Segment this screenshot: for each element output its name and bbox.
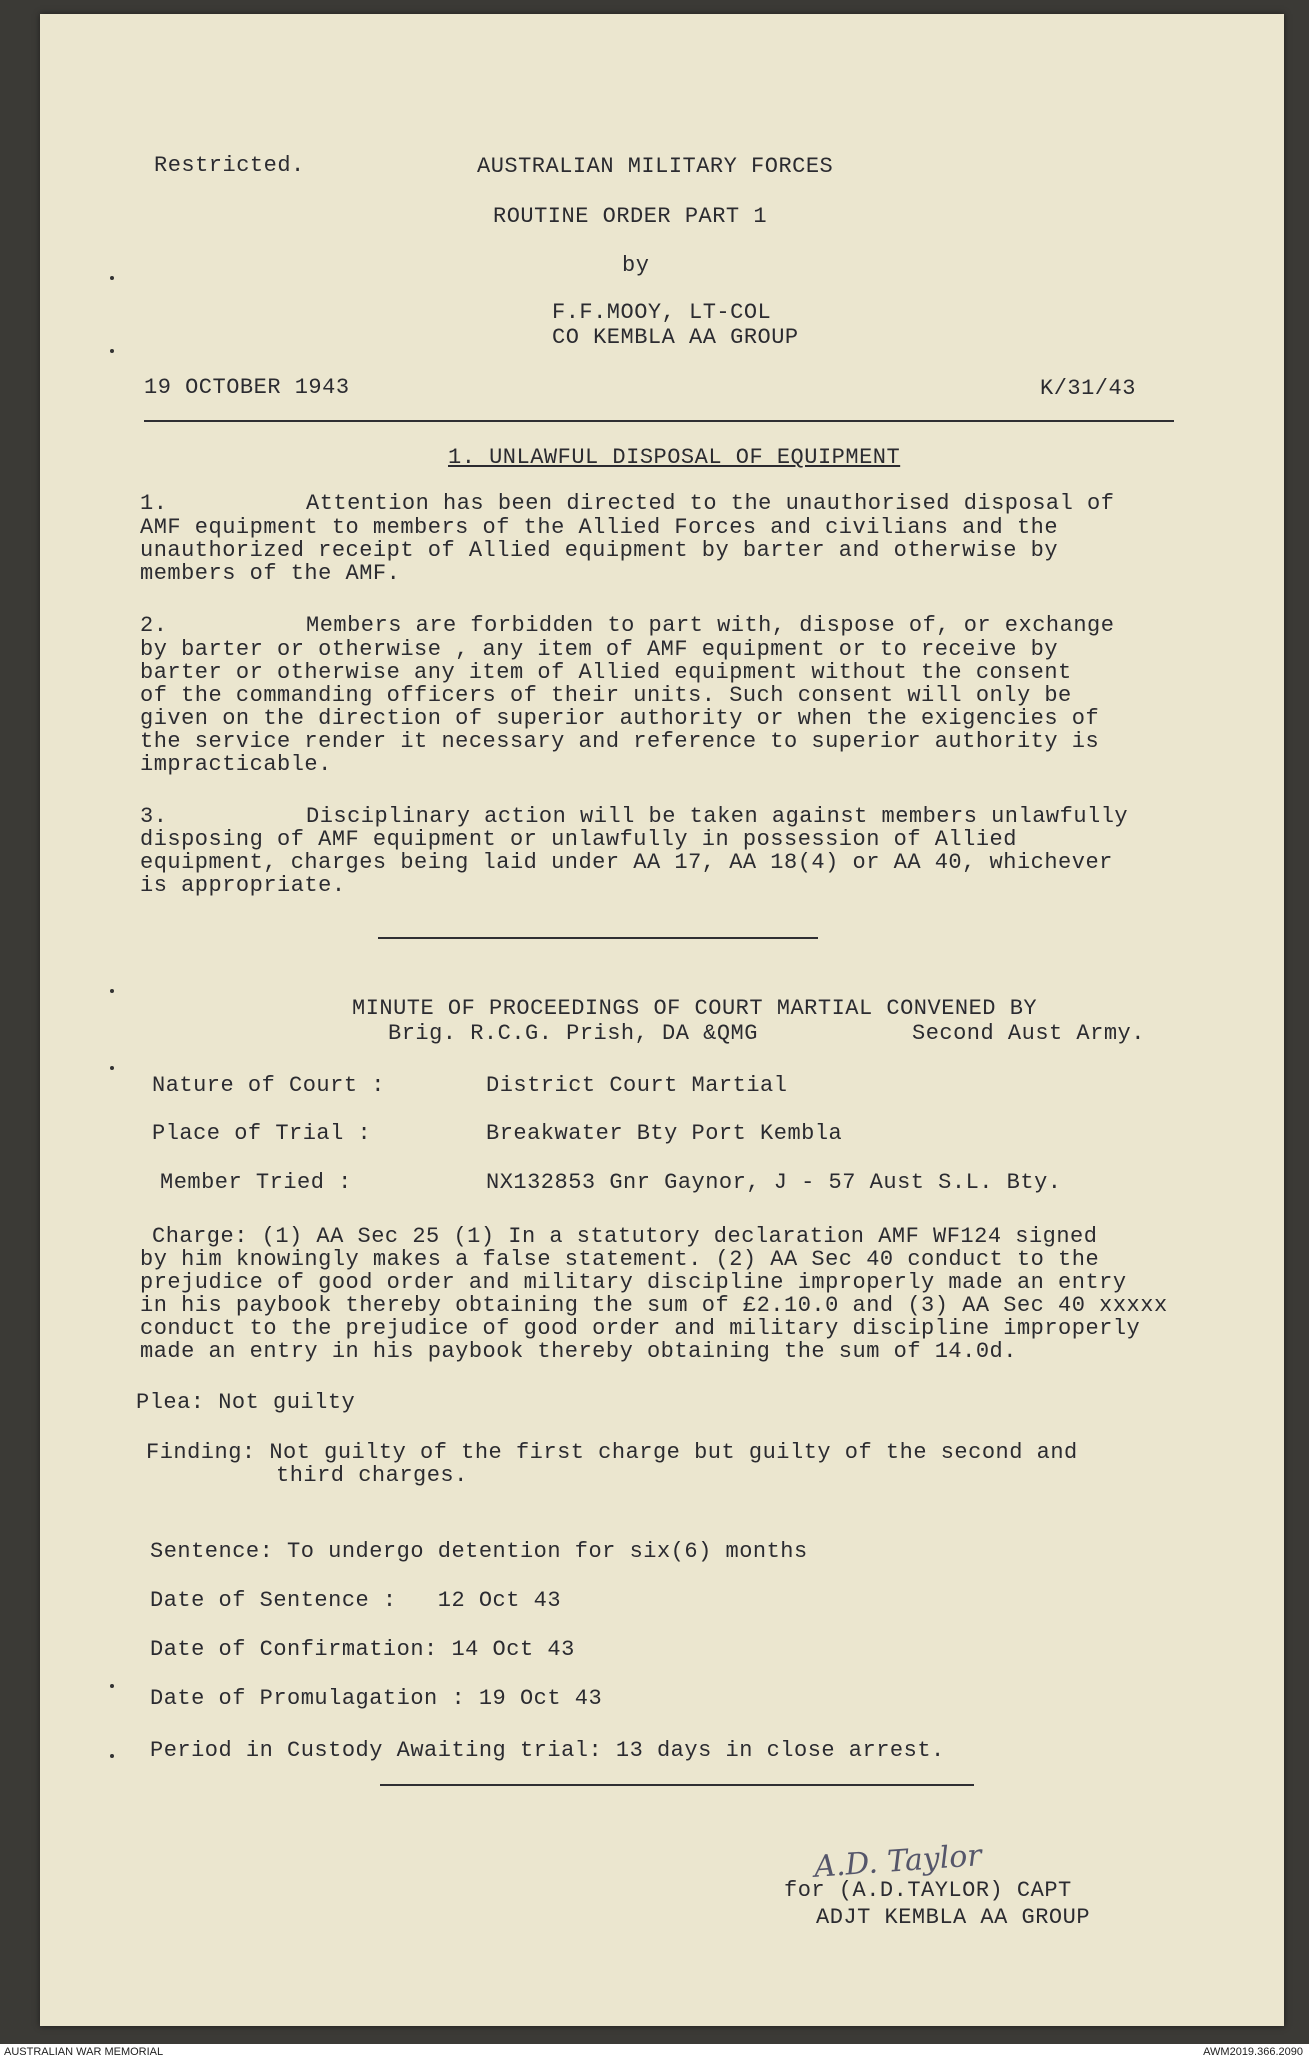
order-title: ROUTINE ORDER PART 1 <box>493 204 768 229</box>
footer-accession-number: AWM2019.366.2090 <box>1203 2046 1303 2058</box>
signatory-name: for (A.D.TAYLOR) CAPT <box>784 1878 1072 1903</box>
order-date: 19 OCTOBER 1943 <box>144 375 350 400</box>
convening-formation: Second Aust Army. <box>912 1021 1145 1046</box>
charge-line: conduct to the prejudice of good order and military discipline improperly <box>140 1316 1141 1341</box>
paragraph-2-line: given on the direction of superior authority or when the exigencies of <box>140 706 1100 731</box>
section-title: 1. UNLAWFUL DISPOSAL OF EQUIPMENT <box>448 445 901 470</box>
paragraph-2-line: of the commanding officers of their units. Such consent will only be <box>140 683 1072 708</box>
author-name: F.F.MOOY, LT-COL <box>552 300 772 325</box>
plea: Plea: Not guilty <box>136 1390 356 1415</box>
place-of-trial-value: Breakwater Bty Port Kembla <box>486 1121 843 1146</box>
margin-speck <box>110 989 114 993</box>
paragraph-3-line: is appropriate. <box>140 873 346 898</box>
handwritten-signature: A.D. Taylor <box>812 1838 983 1885</box>
court-martial-title: MINUTE OF PROCEEDINGS OF COURT MARTIAL CONVENED BY <box>352 996 1038 1021</box>
by-label: by <box>622 253 650 278</box>
place-of-trial-label: Place of Trial : <box>152 1121 372 1146</box>
charge-line: Charge: (1) AA Sec 25 (1) In a statutory declaration AMF WF124 signed <box>152 1224 1098 1249</box>
paragraph-1-line: Attention has been directed to the unauthorised disposal of <box>306 491 1115 516</box>
margin-speck <box>110 276 114 280</box>
closing-divider <box>380 1784 974 1786</box>
period-in-custody: Period in Custody Awaiting trial: 13 days in close arrest. <box>150 1738 945 1763</box>
date-of-promulgation: Date of Promulagation : 19 Oct 43 <box>150 1686 603 1711</box>
convening-authority: Brig. R.C.G. Prish, DA &QMG <box>388 1021 758 1046</box>
member-tried-value: NX132853 Gnr Gaynor, J - 57 Aust S.L. Bty. <box>486 1170 1062 1195</box>
paragraph-2-number: 2. <box>140 613 168 638</box>
organization-title: AUSTRALIAN MILITARY FORCES <box>477 154 834 179</box>
charge-line: made an entry in his paybook thereby obtaining the sum of 14.0d. <box>140 1339 1017 1364</box>
margin-speck <box>110 1066 114 1070</box>
nature-of-court-value: District Court Martial <box>486 1073 788 1098</box>
header-divider <box>144 420 1174 422</box>
finding-line: Finding: Not guilty of the first charge but guilty of the second and <box>146 1440 1078 1465</box>
date-of-sentence: Date of Sentence : 12 Oct 43 <box>150 1588 562 1613</box>
charge-line: by him knowingly makes a false statement. (2) AA Sec 40 conduct to the <box>140 1247 1100 1272</box>
paragraph-3-number: 3. <box>140 804 168 829</box>
paragraph-2-line: impracticable. <box>140 752 332 777</box>
nature-of-court-label: Nature of Court : <box>152 1073 385 1098</box>
paragraph-2-line: the service render it necessary and reference to superior authority is <box>140 729 1100 754</box>
margin-speck <box>110 349 114 353</box>
footer-institution: AUSTRALIAN WAR MEMORIAL <box>4 2046 164 2058</box>
paragraph-3-line: disposing of AMF equipment or unlawfully in possession of Allied <box>140 827 1017 852</box>
order-reference: K/31/43 <box>1040 376 1136 401</box>
charge-line: prejudice of good order and military discipline improperly made an entry <box>140 1270 1127 1295</box>
section-divider <box>378 937 818 939</box>
margin-speck <box>110 1684 114 1688</box>
classification-label: Restricted. <box>154 153 305 178</box>
paragraph-1-line: unauthorized receipt of Allied equipment by barter and otherwise by <box>140 538 1059 563</box>
paragraph-1-line: AMF equipment to members of the Allied Forces and civilians and the <box>140 515 1059 540</box>
paragraph-2-line: by barter or otherwise , any item of AMF equipment or to receive by <box>140 637 1059 662</box>
document-page <box>40 14 1284 2026</box>
paragraph-1-number: 1. <box>140 491 168 516</box>
finding-line: third charges. <box>276 1463 468 1488</box>
date-of-confirmation: Date of Confirmation: 14 Oct 43 <box>150 1637 575 1662</box>
author-unit: CO KEMBLA AA GROUP <box>552 325 799 350</box>
paragraph-3-line: Disciplinary action will be taken against members unlawfully <box>306 804 1129 829</box>
archive-footer <box>0 2044 1309 2061</box>
paragraph-3-line: equipment, charges being laid under AA 17, AA 18(4) or AA 40, whichever <box>140 850 1113 875</box>
paragraph-2-line: Members are forbidden to part with, dispose of, or exchange <box>306 613 1115 638</box>
member-tried-label: Member Tried : <box>160 1170 352 1195</box>
charge-line: in his paybook thereby obtaining the sum of £2.10.0 and (3) AA Sec 40 xxxxx <box>140 1293 1168 1318</box>
signatory-title: ADJT KEMBLA AA GROUP <box>816 1905 1091 1930</box>
sentence: Sentence: To undergo detention for six(6) months <box>150 1539 808 1564</box>
margin-speck <box>110 1754 114 1758</box>
paragraph-1-line: members of the AMF. <box>140 561 401 586</box>
paragraph-2-line: barter or otherwise any item of Allied equipment without the consent <box>140 660 1072 685</box>
